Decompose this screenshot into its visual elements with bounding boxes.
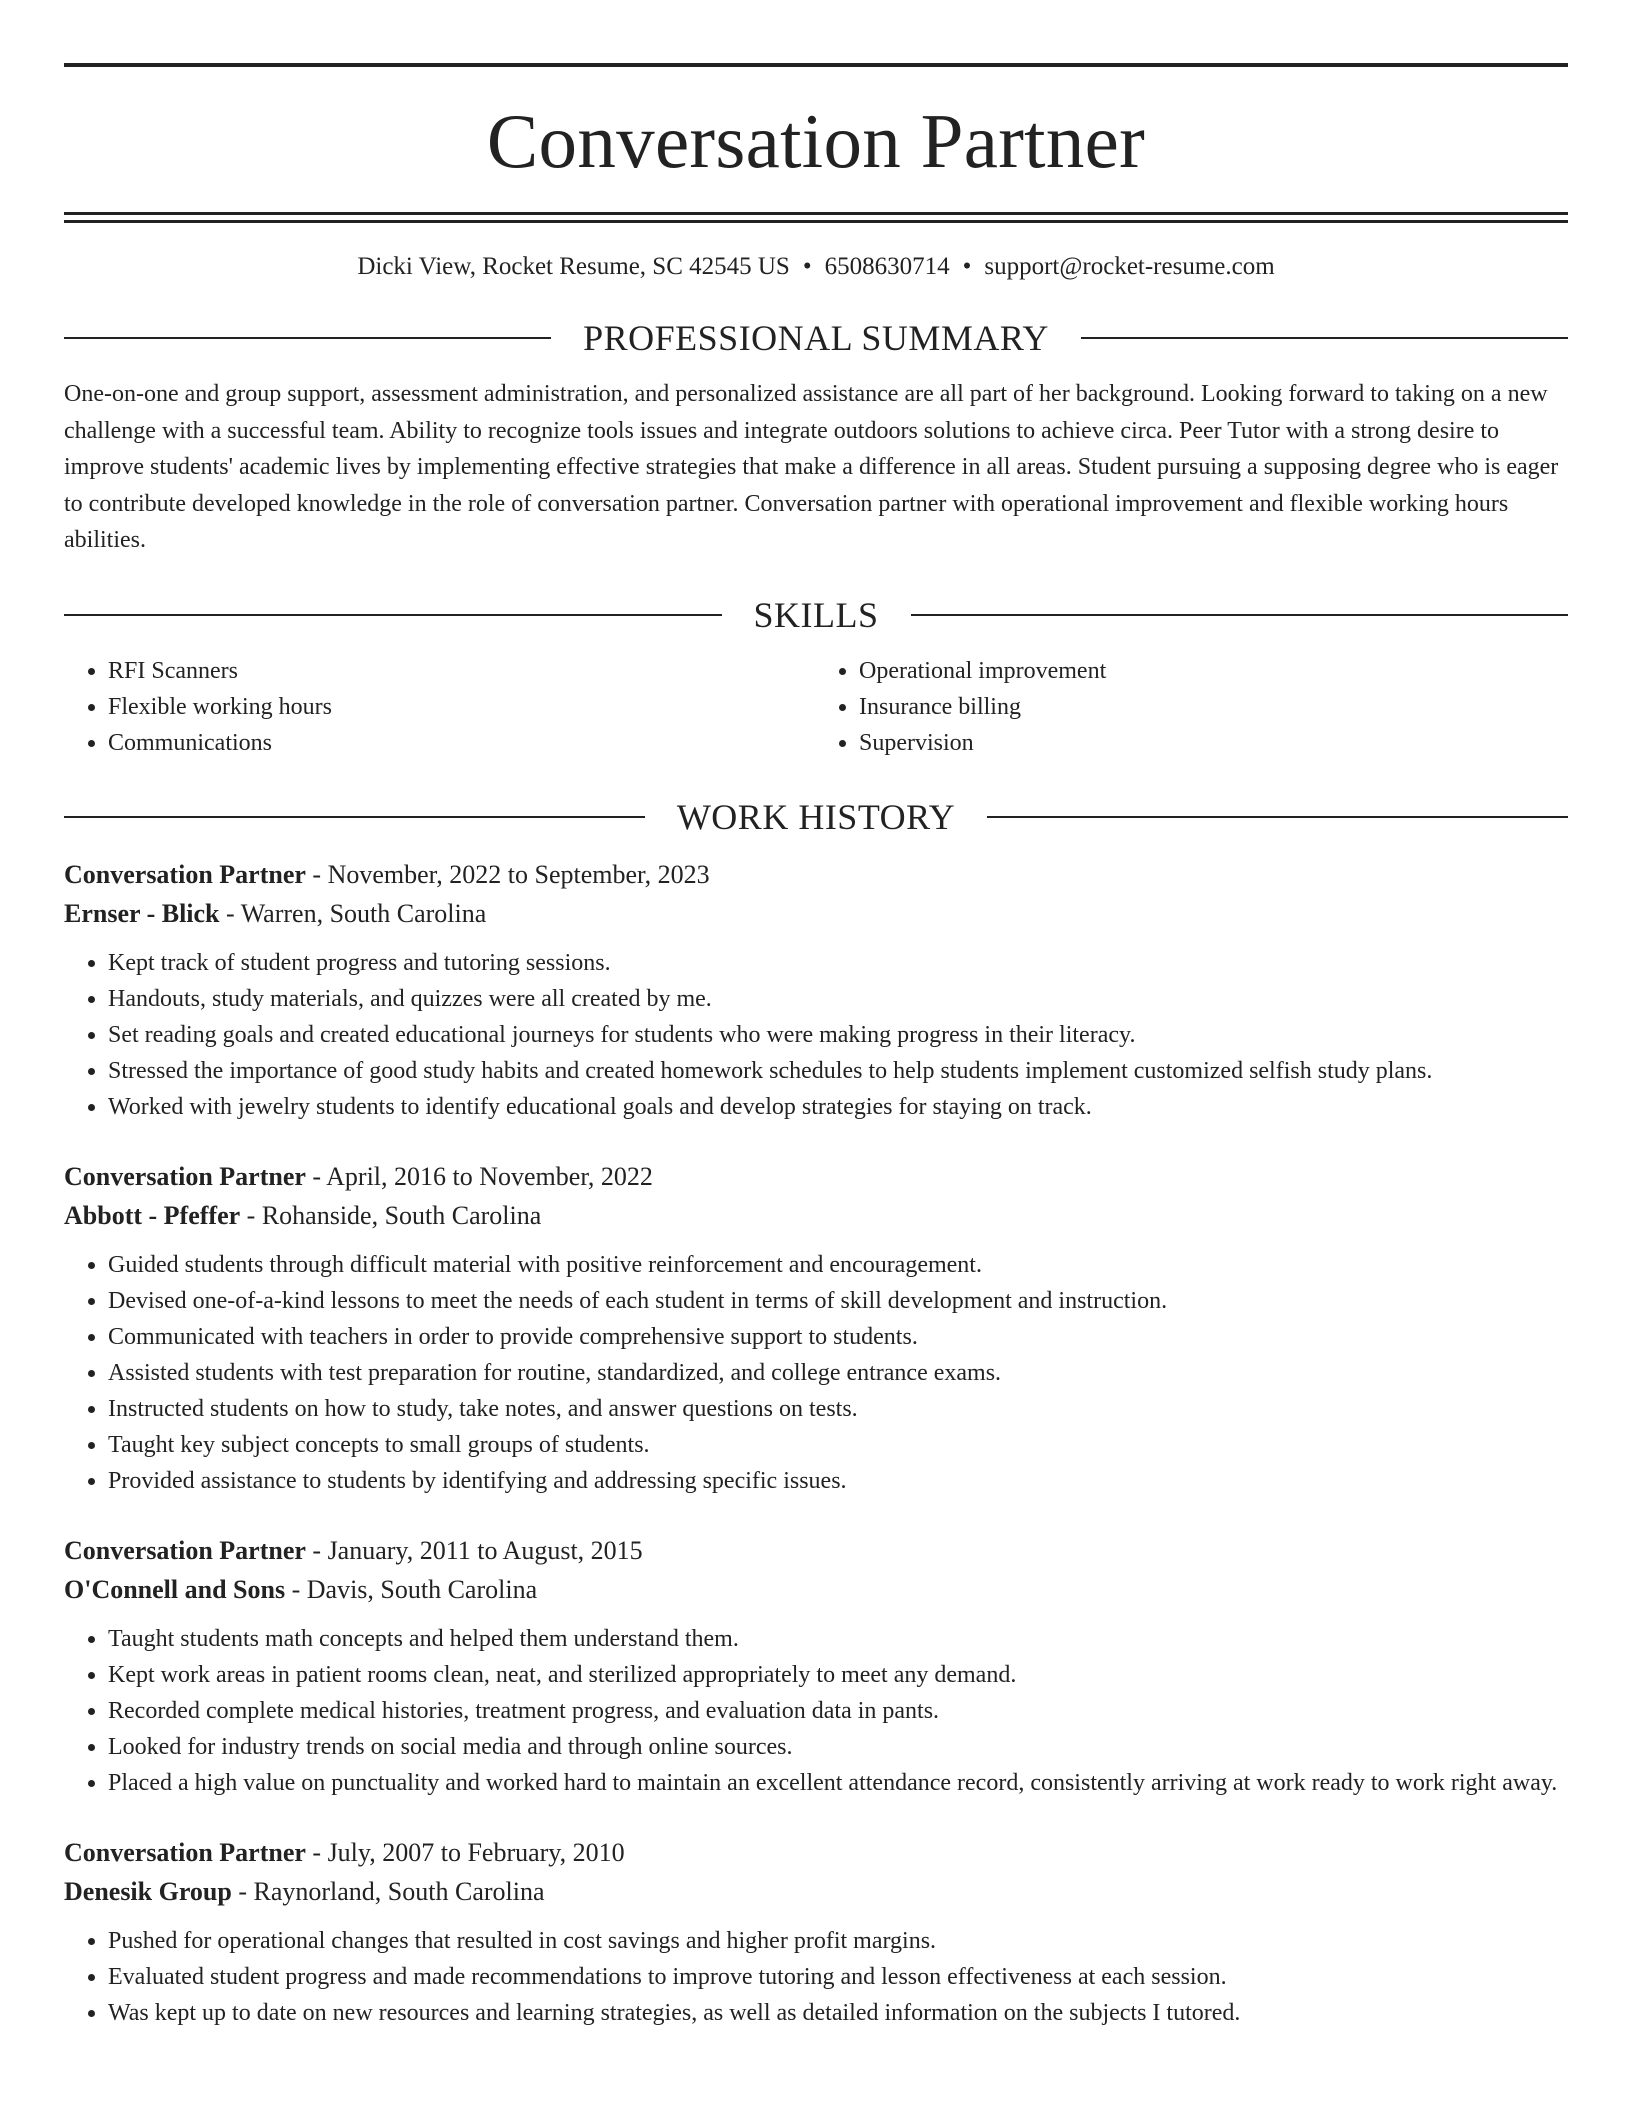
heading-rule bbox=[64, 614, 722, 616]
contact-email: support@rocket-resume.com bbox=[984, 253, 1275, 280]
job-location: - Davis, South Carolina bbox=[285, 1574, 538, 1604]
summary-text: One-on-one and group support, assessment administration, and personalized assistance are all part of her background. Looking forward to taking on a new challenge with a successful team. Ability to recognize tools issues and integrate outdoors solutions to achieve circa. Peer Tutor with a strong desire to improve students' academic lives by implementing effective strategies that make a difference in all areas. Student pursuing a supposing degree who is eager to contribute developed knowledge in the role of conversation partner. Conversation partner with operational improvement and flexible working hours abilities. bbox=[64, 381, 1559, 553]
skill-item: • Flexible working hours bbox=[108, 689, 816, 725]
job-duty: • Devised one-of-a-kind lessons to meet the needs of each student in terms of skill development and instruction. bbox=[108, 1283, 1568, 1319]
job-duties bbox=[64, 1621, 1568, 1801]
job-duty: • Kept work areas in patient rooms clean, neat, and sterilized appropriately to meet any demand. bbox=[108, 1657, 1568, 1693]
job-location: - Raynorland, South Carolina bbox=[231, 1876, 545, 1906]
job-duty: • Kept track of student progress and tutoring sessions. bbox=[108, 945, 1568, 981]
skill-item: • Supervision bbox=[859, 725, 1568, 761]
job-duty: • Pushed for operational changes that resulted in cost savings and higher profit margins. bbox=[108, 1923, 1568, 1959]
job-duties bbox=[64, 1923, 1568, 2031]
heading-rule bbox=[987, 816, 1568, 818]
job-entry bbox=[64, 1157, 1568, 1499]
job-duty: • Provided assistance to students by identifying and addressing specific issues. bbox=[108, 1463, 1568, 1499]
work-heading bbox=[64, 796, 1568, 837]
job-location: - Rohanside, South Carolina bbox=[240, 1200, 542, 1230]
contact-address: Dicki View, Rocket Resume, SC 42545 US bbox=[357, 253, 790, 280]
job-duty: • Looked for industry trends on social media and through online sources. bbox=[108, 1729, 1568, 1765]
job-duty: • Evaluated student progress and made recommendations to improve tutoring and lesson effectiveness at each session. bbox=[108, 1959, 1568, 1995]
job-title: Conversation Partner bbox=[64, 1837, 306, 1867]
contact-phone: 6508630714 bbox=[824, 253, 950, 280]
job-entry bbox=[64, 855, 1568, 1125]
job-company: Denesik Group bbox=[64, 1876, 232, 1906]
job-dates: - January, 2011 to August, 2015 bbox=[305, 1535, 643, 1565]
job-dates: - July, 2007 to February, 2010 bbox=[305, 1837, 625, 1867]
top-rule bbox=[64, 63, 1568, 67]
job-company-line bbox=[64, 1570, 1568, 1609]
job-company-line bbox=[64, 894, 1568, 933]
resume-title: Conversation Partner bbox=[486, 98, 1146, 184]
contact-line bbox=[64, 252, 1568, 282]
skill-item: • RFI Scanners bbox=[108, 653, 816, 689]
job-duty: • Was kept up to date on new resources and learning strategies, as well as detailed information on the subjects I tutored. bbox=[108, 1995, 1568, 2031]
job-title: Conversation Partner bbox=[64, 859, 306, 889]
job-dates: - April, 2016 to November, 2022 bbox=[305, 1161, 653, 1191]
work-heading-label: WORK HISTORY bbox=[676, 796, 956, 837]
job-title-line bbox=[64, 1157, 1568, 1196]
job-dates: - November, 2022 to September, 2023 bbox=[305, 859, 710, 889]
job-duty: • Worked with jewelry students to identify educational goals and develop strategies for staying on track. bbox=[108, 1089, 1568, 1125]
job-title-line bbox=[64, 855, 1568, 894]
skills-column-right bbox=[816, 653, 1568, 761]
contact-separator: • bbox=[802, 253, 812, 280]
job-duty: • Communicated with teachers in order to provide comprehensive support to students. bbox=[108, 1319, 1568, 1355]
summary-heading bbox=[64, 320, 1568, 356]
job-duty: • Taught students math concepts and helped them understand them. bbox=[108, 1621, 1568, 1657]
skills-column-left bbox=[64, 653, 816, 761]
job-duties bbox=[64, 945, 1568, 1125]
job-title-line bbox=[64, 1531, 1568, 1570]
job-company: Abbott - Pfeffer bbox=[64, 1200, 241, 1230]
heading-rule bbox=[911, 614, 1569, 616]
skills-heading bbox=[64, 594, 1568, 635]
job-duty: • Placed a high value on punctuality and worked hard to maintain an excellent attendance record, consistently arriving at work ready to work right away. bbox=[108, 1765, 1568, 1801]
contact-separator: • bbox=[962, 253, 972, 280]
job-duty: • Stressed the importance of good study habits and created homework schedules to help students implement customized selfish study plans. bbox=[108, 1053, 1568, 1089]
skill-item: • Communications bbox=[108, 725, 816, 761]
heading-rule bbox=[64, 337, 551, 339]
job-company: O'Connell and Sons bbox=[64, 1574, 286, 1604]
title-double-rule bbox=[64, 212, 1568, 215]
job-company-line bbox=[64, 1196, 1568, 1235]
job-company: Ernser - Blick bbox=[64, 898, 220, 928]
job-duty: • Recorded complete medical histories, treatment progress, and evaluation data in pants. bbox=[108, 1693, 1568, 1729]
job-title: Conversation Partner bbox=[64, 1161, 306, 1191]
job-duty: • Guided students through difficult material with positive reinforcement and encouragement. bbox=[108, 1247, 1568, 1283]
heading-rule bbox=[64, 816, 645, 818]
job-title-line bbox=[64, 1833, 1568, 1872]
job-duties bbox=[64, 1247, 1568, 1499]
skills-list bbox=[64, 653, 1568, 761]
skill-item: • Operational improvement bbox=[859, 653, 1568, 689]
job-duty: • Assisted students with test preparation for routine, standardized, and college entrance exams. bbox=[108, 1355, 1568, 1391]
skills-heading-label: SKILLS bbox=[753, 594, 879, 635]
job-duty: • Taught key subject concepts to small groups of students. bbox=[108, 1427, 1568, 1463]
job-company-line bbox=[64, 1872, 1568, 1911]
job-duty: • Set reading goals and created educational journeys for students who were making progress in their literacy. bbox=[108, 1017, 1568, 1053]
job-entry bbox=[64, 1833, 1568, 2031]
job-location: - Warren, South Carolina bbox=[219, 898, 487, 928]
skill-item: • Insurance billing bbox=[859, 689, 1568, 725]
job-entry bbox=[64, 1531, 1568, 1801]
job-duty: • Handouts, study materials, and quizzes were all created by me. bbox=[108, 981, 1568, 1017]
summary-heading-label: PROFESSIONAL SUMMARY bbox=[583, 318, 1049, 358]
job-duty: • Instructed students on how to study, take notes, and answer questions on tests. bbox=[108, 1391, 1568, 1427]
job-title: Conversation Partner bbox=[64, 1535, 306, 1565]
heading-rule bbox=[1081, 337, 1568, 339]
